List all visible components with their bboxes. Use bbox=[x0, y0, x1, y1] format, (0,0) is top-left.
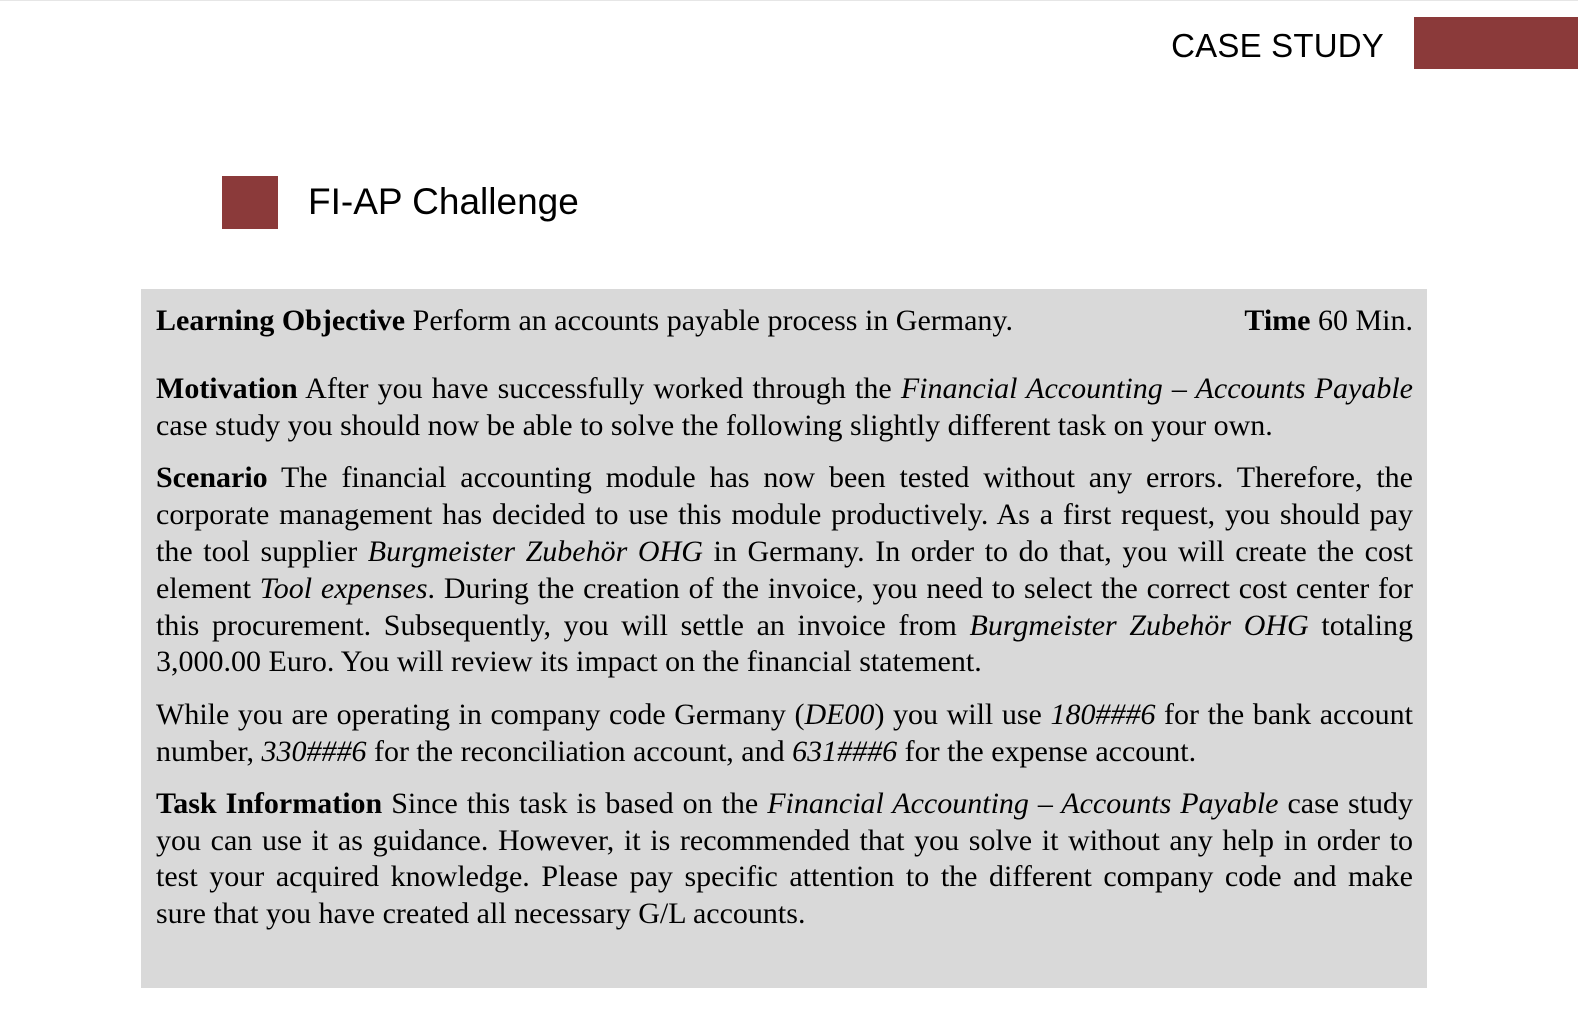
motivation-text-1: After you have successfully worked through the bbox=[305, 371, 892, 405]
company-text-5: for the expense account. bbox=[904, 734, 1197, 768]
task-information-label: Task Information bbox=[156, 786, 383, 820]
motivation-text-2: case study you should now be able to solve the following slightly different task on your own. bbox=[156, 408, 1273, 442]
motivation-label: Motivation bbox=[156, 371, 298, 405]
learning-objective-text: Perform an accounts payable process in Germany. bbox=[412, 304, 1013, 337]
company-code: DE00 bbox=[804, 698, 875, 732]
top-divider bbox=[0, 0, 1578, 1]
bank-account-number: 180###6 bbox=[1050, 698, 1156, 732]
scenario-text-3: . During the creation of the invoice, you need to select the correct cost center for this procurement. Subsequently, you will settle an invoice from bbox=[156, 571, 1413, 642]
task-text-1: Since this task is based on the bbox=[391, 786, 759, 820]
motivation-case-name: Financial Accounting – Accounts Payable bbox=[900, 371, 1413, 405]
case-info-box bbox=[141, 289, 1427, 988]
cost-element-name: Tool expenses bbox=[259, 571, 428, 605]
supplier-name-2: Burgmeister Zubehör OHG bbox=[969, 608, 1309, 642]
task-case-name: Financial Accounting – Accounts Payable bbox=[767, 786, 1279, 820]
task-text-2: case study you can use it as guidance. However, it is recommended that you solve it without any help in order to test your acquired knowledge. Please pay specific attention to the different company code and make sure that you have created all necessary G/L accounts. bbox=[156, 786, 1414, 931]
scenario-paragraph bbox=[156, 460, 1413, 681]
company-code-paragraph bbox=[156, 697, 1413, 771]
company-text-3: for the bank account number, bbox=[156, 698, 1414, 768]
learning-objective-row bbox=[156, 303, 1413, 340]
scenario-text-4: totaling 3,000.00 Euro. You will review its impact on the financial statement. bbox=[156, 608, 1414, 679]
motivation-paragraph bbox=[156, 371, 1413, 445]
company-text-2: ) you will use bbox=[874, 698, 1042, 732]
company-text-4: for the reconciliation account, and bbox=[373, 734, 785, 768]
company-text-1: While you are operating in company code Germany ( bbox=[156, 698, 805, 732]
scenario-text-2: in Germany. In order to do that, you will create the cost element bbox=[156, 534, 1413, 605]
case-study-label: CASE STUDY bbox=[1171, 27, 1384, 64]
title-accent-square bbox=[222, 176, 278, 229]
expense-account-number: 631###6 bbox=[792, 734, 898, 768]
scenario-label: Scenario bbox=[156, 461, 268, 495]
time-info bbox=[1244, 303, 1413, 340]
header-accent-bar bbox=[1414, 17, 1578, 69]
reconciliation-account-number: 330###6 bbox=[261, 734, 367, 768]
learning-objective bbox=[156, 303, 1013, 340]
time-value: 60 Min. bbox=[1317, 304, 1413, 337]
time-label: Time bbox=[1244, 304, 1311, 337]
page-title: FI-AP Challenge bbox=[308, 181, 579, 222]
task-information-paragraph bbox=[156, 786, 1413, 933]
supplier-name: Burgmeister Zubehör OHG bbox=[367, 534, 703, 568]
scenario-text-1: The financial accounting module has now been tested without any errors. Therefore, the corporate management has decided to use this module productively. As a first request, you should pay the tool supplier bbox=[156, 461, 1413, 568]
learning-objective-label: Learning Objective bbox=[156, 304, 406, 337]
